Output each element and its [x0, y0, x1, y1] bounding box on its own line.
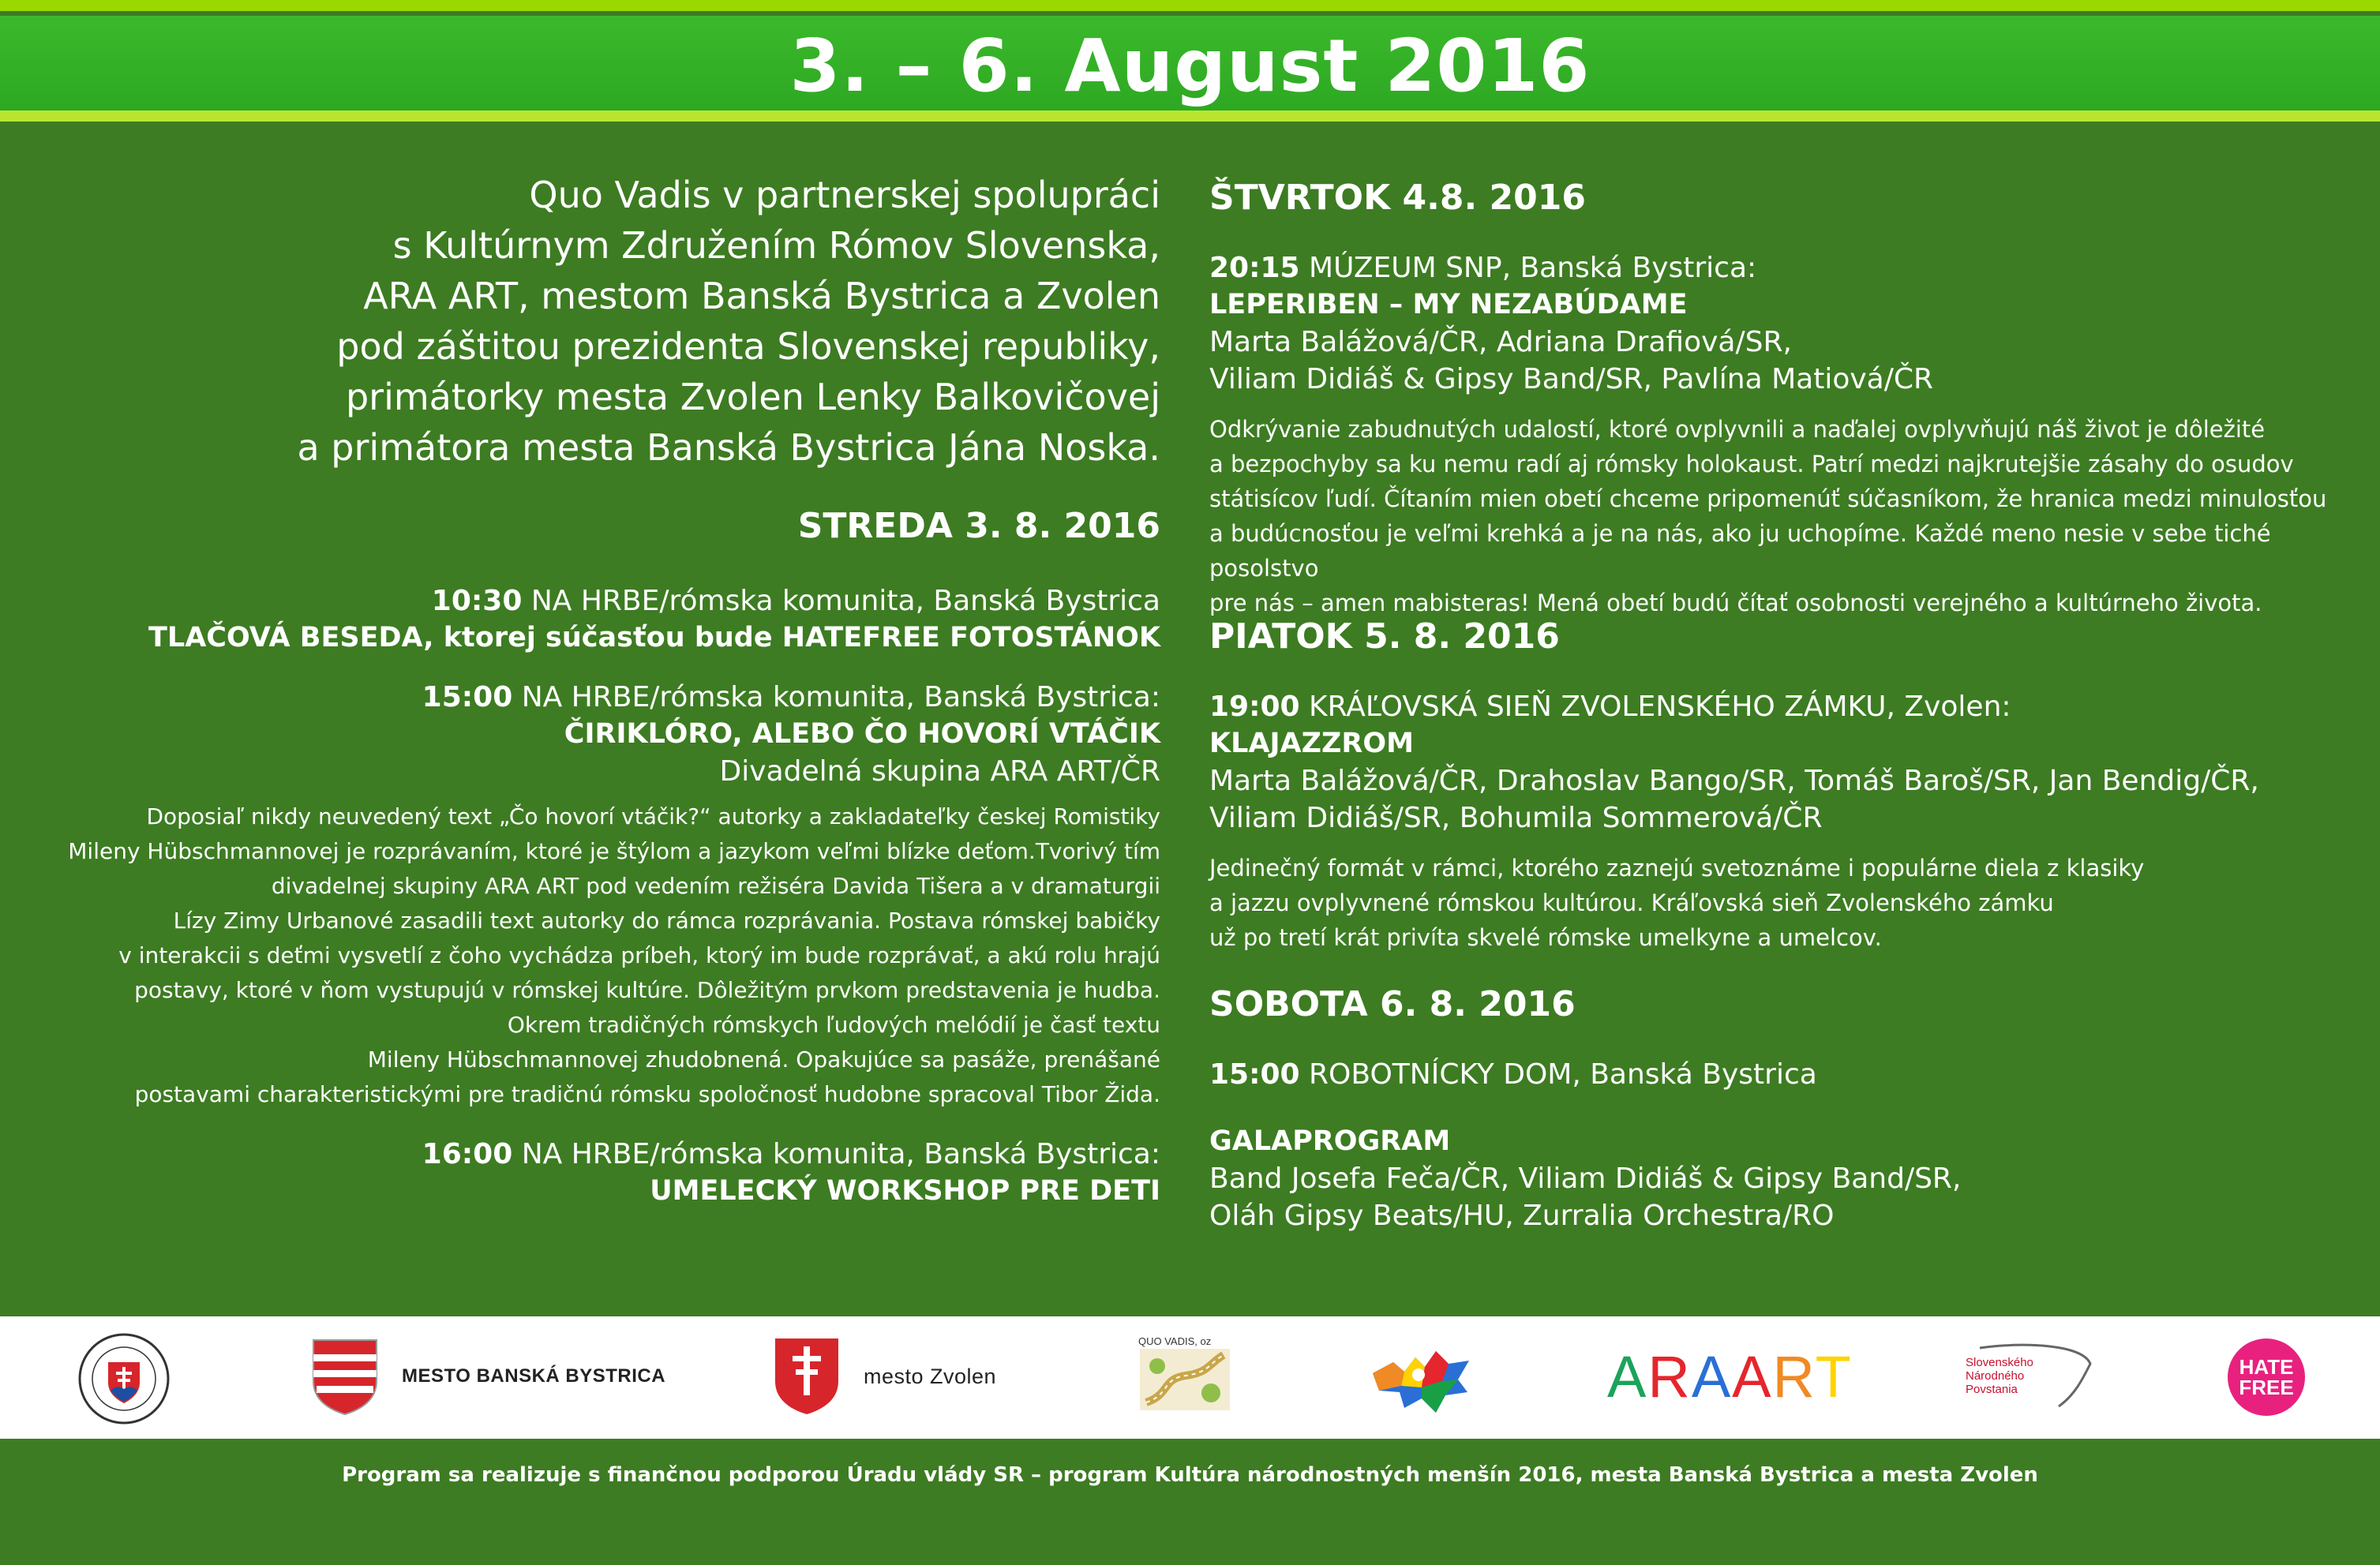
- desc-line: státisícov ľudí. Čítaním mien obetí chceme pripomenúť súčasníkom, že hranica medzi minulosťou: [1209, 485, 2327, 512]
- desc-line: v interakcii s deťmi vysvetlí z čoho vychádza príbeh, ktorý im bude rozprávať, a akú rolu hrajú: [118, 942, 1160, 968]
- event-description: [1209, 412, 2346, 620]
- desc-line: divadelnej skupiny ARA ART pod vedením režiséra Davida Tišera a v dramaturgii: [271, 873, 1160, 899]
- ara-art-logo: [1607, 1343, 1853, 1410]
- section-stvrtok: [1209, 178, 2346, 620]
- event-time: 16:00: [422, 1138, 513, 1170]
- snp-museum-mark: [1964, 1340, 2098, 1413]
- ara-art-letter: R: [1772, 1344, 1816, 1410]
- section-sobota: [1209, 984, 2346, 1234]
- left-column: [47, 170, 1160, 1210]
- desc-line: a bezpochyby sa ku nemu radí aj rómsky holokaust. Patrí medzi najkrutejšie zásahy do osudov: [1209, 451, 2294, 477]
- desc-line: postavami charakteristickými pre tradičnú rómsku spoločnosť hudobne spracoval Tibor Žida.: [134, 1081, 1160, 1107]
- event-date: 3. – 6. August 2016: [789, 23, 1591, 108]
- desc-line: Okrem tradičných rómskych ľudových melódií je časť textu: [507, 1012, 1160, 1038]
- sponsor-logo-band: [0, 1316, 2380, 1439]
- event-time-place: [47, 582, 1160, 620]
- event-time-place: [1209, 1056, 2346, 1093]
- intro-line: a primátora mesta Banská Bystrica Jána Noska.: [297, 426, 1160, 469]
- header-band: [0, 16, 2380, 110]
- desc-line: Mileny Hübschmannovej zhudobnená. Opakujúce sa pasáže, prenášané: [367, 1046, 1160, 1073]
- colorful-map-icon: [1370, 1340, 1472, 1419]
- event-place: NA HRBE/rómska komunita, Banská Bystrica: [522, 585, 1160, 617]
- event-time-place: [1209, 249, 2346, 286]
- hatefree-free: FREE: [2239, 1376, 2294, 1399]
- desc-line: už po tretí krát privíta skvelé rómske umelkyne a umelcov.: [1209, 924, 1882, 951]
- event-cirikloro: [47, 679, 1160, 1112]
- hatefree-badge: [2228, 1338, 2305, 1416]
- event-title: TLAČOVÁ BESEDA, ktorej súčasťou bude HATEFREE FOTOSTÁNOK: [148, 622, 1160, 653]
- event-time-place: [1209, 688, 2346, 725]
- intro-line: pod záštitou prezidenta Slovenskej republiky,: [336, 325, 1160, 368]
- desc-line: a jazzu ovplyvnené rómskou kultúrou. Kráľovská sieň Zvolenského zámku: [1209, 889, 2054, 916]
- performers-line: Band Josefa Feča/ČR, Viliam Didiáš & Gipsy Band/SR,: [1209, 1163, 1962, 1195]
- event-robotnicky-dom: [1209, 1056, 2346, 1093]
- event-time-place: [47, 1136, 1160, 1173]
- event-title: KLAJAZZROM: [1209, 728, 1414, 759]
- event-place: NA HRBE/rómska komunita, Banská Bystrica:: [512, 681, 1160, 713]
- desc-line: Odkrývanie zabudnutých udalostí, ktoré ovplyvnili a naďalej ovplyvňujú náš život je dôležité: [1209, 416, 2266, 443]
- event-description: [1209, 851, 2346, 955]
- event-time: 19:00: [1209, 691, 1300, 723]
- header-underline: [0, 110, 2380, 122]
- event-workshop: [47, 1136, 1160, 1210]
- quo-vadis-label: QUO VADIS, oz: [1138, 1335, 1212, 1347]
- event-time-place: [47, 679, 1160, 716]
- desc-line: a budúcnosťou je veľmi krehká a je na nás, ako ju uchopíme. Každé meno nesie v sebe tiché posolstvo: [1209, 520, 2271, 582]
- intro-text: [47, 170, 1160, 473]
- performers-line: Viliam Didiáš & Gipsy Band/SR, Pavlína Matiová/ČR: [1209, 363, 1934, 395]
- event-time: 15:00: [422, 681, 513, 713]
- snp-text: [1966, 1356, 2033, 1396]
- ara-art-letter: R: [1647, 1344, 1692, 1410]
- hatefree-logo: [2228, 1338, 2305, 1416]
- performers-line: Marta Balážová/ČR, Drahoslav Bango/SR, Tomáš Baroš/SR, Jan Bendig/ČR,: [1209, 765, 2259, 797]
- section-piatok: [1209, 616, 2346, 955]
- event-title: UMELECKÝ WORKSHOP PRE DETI: [650, 1175, 1160, 1207]
- desc-line: Doposiaľ nikdy neuvedený text „Čo hovorí vtáčik?“ autorky a zakladateľky českej Romistiky: [146, 803, 1160, 829]
- top-stripe: [0, 0, 2380, 11]
- event-time: 10:30: [431, 585, 523, 617]
- intro-line: Quo Vadis v partnerskej spolupráci: [529, 174, 1160, 216]
- coat-of-arms-icon: [310, 1337, 380, 1416]
- event-place: MÚZEUM SNP, Banská Bystrica:: [1299, 252, 1757, 284]
- snp-line: Národného: [1966, 1369, 2025, 1383]
- banska-bystrica-logo: [310, 1337, 665, 1416]
- roma-map-logo: [1370, 1340, 1472, 1419]
- event-galaprogram: [1209, 1123, 2346, 1234]
- event-klajazzrom: [1209, 688, 2346, 955]
- desc-line: Mileny Hübschmannovej je rozprávaním, ktoré je štýlom a jazykom veľmi blízke deťom.Tvorivý tím: [68, 838, 1160, 864]
- footer-funding-note: Program sa realizuje s finančnou podporou Úradu vlády SR – program Kultúra národnostných menšín 2016, mesta Banská Bystrica a mesta Zvolen: [342, 1463, 2038, 1487]
- zvolen-label: mesto Zvolen: [864, 1364, 997, 1388]
- government-seal-logo: [77, 1332, 171, 1425]
- event-place: NA HRBE/rómska komunita, Banská Bystrica:: [512, 1138, 1160, 1170]
- day-title-stvrtok: ŠTVRTOK 4.8. 2016: [1209, 178, 1586, 218]
- event-title: ČIRIKLÓRO, ALEBO ČO HOVORÍ VTÁČIK: [564, 718, 1160, 750]
- ara-art-letter: A: [1691, 1344, 1733, 1410]
- event-place: KRÁĽOVSKÁ SIEŇ ZVOLENSKÉHO ZÁMKU, Zvolen:: [1299, 691, 2011, 723]
- day-title-sobota: SOBOTA 6. 8. 2016: [1209, 984, 1576, 1024]
- intro-line: s Kultúrnym Združením Rómov Slovenska,: [392, 224, 1160, 267]
- event-title: GALAPROGRAM: [1209, 1125, 1451, 1157]
- event-description: [47, 799, 1160, 1112]
- right-column: [1209, 178, 2346, 1232]
- event-time: 15:00: [1209, 1058, 1300, 1091]
- snp-line: Povstania: [1966, 1383, 2018, 1396]
- banska-bystrica-label: MESTO BANSKÁ BYSTRICA: [402, 1365, 666, 1387]
- ara-art-letter: A: [1732, 1344, 1773, 1410]
- ara-art-letter: T: [1815, 1344, 1853, 1410]
- hatefree-hate: HATE: [2239, 1355, 2294, 1379]
- performers-line: Marta Balážová/ČR, Adriana Drafiová/SR,: [1209, 326, 1792, 358]
- day-title-piatok: PIATOK 5. 8. 2016: [1209, 616, 1560, 657]
- event-leperiben: [1209, 249, 2346, 620]
- event-press-conference: [47, 582, 1160, 657]
- zvolen-logo: [772, 1335, 996, 1417]
- ara-art-wordmark: [1607, 1343, 1853, 1410]
- event-place: ROBOTNÍCKY DOM, Banská Bystrica: [1299, 1058, 1817, 1091]
- day-title-streda: STREDA 3. 8. 2016: [797, 506, 1160, 546]
- desc-line: pre nás – amen mabisteras! Mená obetí budú čítať osobnosti verejného a kultúrneho života.: [1209, 590, 2262, 616]
- snp-line: Slovenského: [1966, 1356, 2033, 1369]
- snp-museum-logo: [1964, 1340, 2098, 1413]
- zvolen-coat-of-arms-icon: [772, 1335, 841, 1417]
- intro-line: ARA ART, mestom Banská Bystrica a Zvolen: [363, 275, 1160, 317]
- performers-line: Oláh Gipsy Beats/HU, Zurralia Orchestra/RO: [1209, 1200, 1835, 1232]
- quo-vadis-logo: [1138, 1335, 1231, 1412]
- event-group: Divadelná skupina ARA ART/ČR: [719, 755, 1160, 788]
- desc-line: postavy, ktoré v ňom vystupujú v rómskej kultúre. Dôležitým prvkom predstavenia je hudba.: [134, 977, 1160, 1003]
- intro-line: primátorky mesta Zvolen Lenky Balkovičovej: [345, 376, 1160, 418]
- seal-icon: [77, 1332, 171, 1425]
- desc-line: Lízy Zimy Urbanové zasadili text autorky do rámca rozprávania. Postava rómskej babičky: [173, 908, 1160, 934]
- desc-line: Jedinečný formát v rámci, ktorého zaznejú svetoznáme i populárne diela z klasiky: [1209, 855, 2145, 882]
- event-title: LEPERIBEN – MY NEZABÚDAME: [1209, 289, 1688, 320]
- quo-vadis-road-icon: [1138, 1347, 1231, 1412]
- event-time: 20:15: [1209, 252, 1300, 284]
- performers-line: Viliam Didiáš/SR, Bohumila Sommerová/ČR: [1209, 802, 1823, 834]
- ara-art-letter: A: [1607, 1344, 1648, 1410]
